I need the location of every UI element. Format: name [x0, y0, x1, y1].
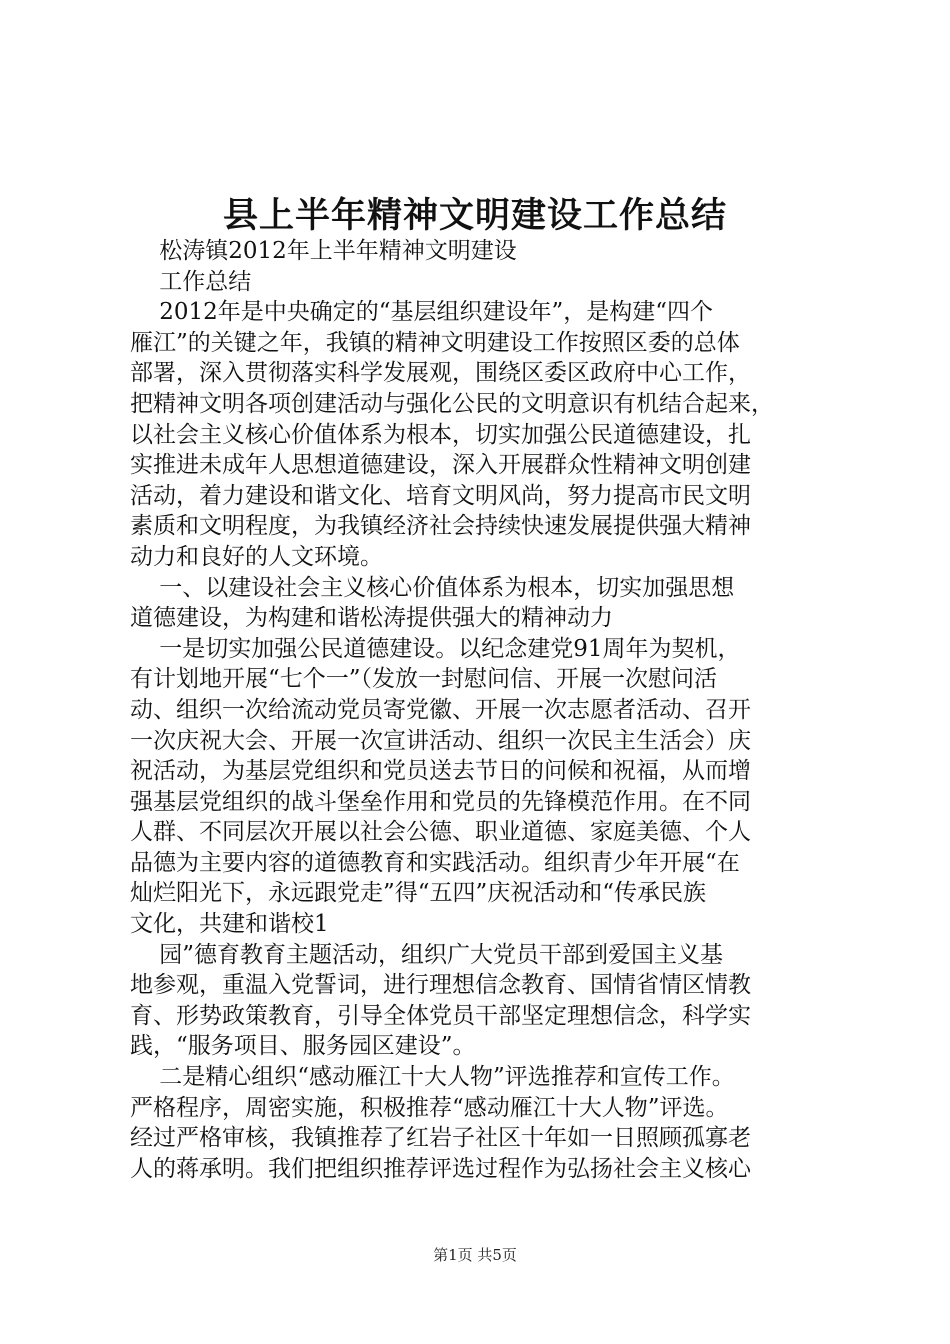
document-body — [130, 236, 842, 1184]
text-line: 以社会主义核心价值体系为根本，切实加强公民道德建设，扎 — [130, 421, 751, 448]
text-line: 地参观，重温入党誓词，进行理想信念教育、国情省情区情教 — [130, 972, 751, 999]
text-line: 部署，深入贯彻落实科学发展观，围绕区委区政府中心工作， — [130, 360, 751, 387]
text-line: 活动，着力建设和谐文化、培育文明风尚，努力提高市民文明 — [130, 482, 751, 509]
text-line: 人的蒋承明。我们把组织推荐评选过程作为弘扬社会主义核心 — [130, 1155, 751, 1182]
text-line: 2012年是中央确定的“基层组织建设年”，是构建“四个 — [130, 299, 714, 326]
text-line: 动、组织一次给流动党员寄党徽、开展一次志愿者活动、召开 — [130, 696, 751, 723]
text-line: 文化，共建和谐校1 — [130, 911, 329, 938]
text-line: 一次庆祝大会、开展一次宣讲活动、组织一次民主生活会）庆 — [130, 727, 751, 754]
text-line: 松涛镇2012年上半年精神文明建设 — [130, 238, 517, 264]
text-line: 强基层党组织的战斗堡垒作用和党员的先锋模范作用。在不同 — [130, 788, 751, 815]
text-line: 雁江”的关键之年，我镇的精神文明建设工作按照区委的总体 — [130, 329, 740, 356]
document-title: 县上半年精神文明建设工作总结 — [222, 196, 727, 236]
text-line: 有计划地开展“七个一”（发放一封慰问信、开展一次慰问活 — [130, 666, 718, 693]
text-line: 把精神文明各项创建活动与强化公民的文明意识有机结合起来， — [130, 390, 774, 417]
text-line: 一、以建设社会主义核心价值体系为根本，切实加强思想 — [130, 574, 735, 601]
text-line: 实推进未成年人思想道德建设，深入开展群众性精神文明创建 — [130, 452, 751, 479]
text-line: 经过严格审核，我镇推荐了红岩子社区十年如一日照顾孤寡老 — [130, 1125, 751, 1152]
text-line: 践，“服务项目、服务园区建设”。 — [130, 1033, 476, 1060]
text-line: 二是精心组织“感动雁江十大人物”评选推荐和宣传工作。 — [130, 1064, 735, 1091]
text-line: 工作总结 — [130, 268, 252, 295]
text-line: 素质和文明程度，为我镇经济社会持续快速发展提供强大精神 — [130, 513, 751, 540]
text-line: 道德建设，为构建和谐松涛提供强大的精神动力 — [130, 605, 613, 632]
text-line: 祝活动，为基层党组织和党员送去节日的问候和祝福，从而增 — [130, 758, 751, 785]
text-line: 一是切实加强公民道德建设。以纪念建党91周年为契机， — [130, 635, 741, 662]
text-line: 品德为主要内容的道德教育和实践活动。组织青少年开展“在 — [130, 849, 740, 876]
text-line: 育、形势政策教育，引导全体党员干部坚定理想信念，科学实 — [130, 1002, 751, 1029]
text-line: 严格程序，周密实施，积极推荐“感动雁江十大人物”评选。 — [130, 1094, 729, 1121]
text-line: 灿烂阳光下，永远跟党走”得“五四”庆祝活动和“传承民族 — [130, 880, 707, 907]
text-line: 园”德育教育主题活动，组织广大党员干部到爱国主义基 — [130, 941, 724, 968]
text-line: 人群、不同层次开展以社会公德、职业道德、家庭美德、个人 — [130, 819, 751, 846]
text-line: 动力和良好的人文环境。 — [130, 543, 383, 570]
page-footer: 第1页 共5页 — [433, 1246, 517, 1264]
